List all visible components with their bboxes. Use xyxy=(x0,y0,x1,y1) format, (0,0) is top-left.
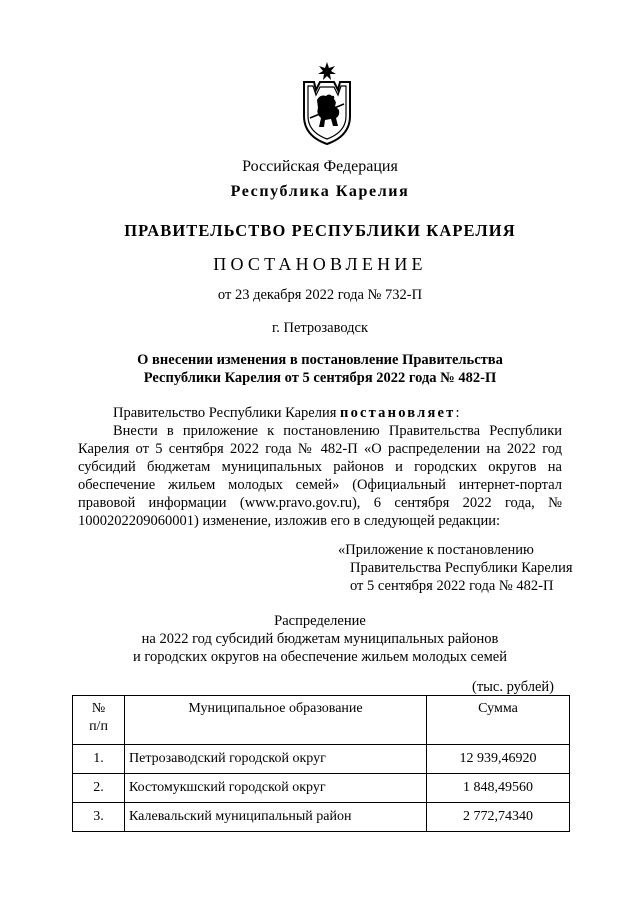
row-number: 2. xyxy=(73,774,125,803)
row-municipality: Костомукшский городской округ xyxy=(125,774,427,803)
header-number-line-1: № xyxy=(91,701,106,716)
appendix-line-1: «Приложение к постановлению xyxy=(338,542,534,558)
appendix-line-2: Правительства Республики Карелия xyxy=(350,560,573,576)
row-sum: 12 939,46920 xyxy=(427,745,570,774)
body-paragraph-2: Внести в приложение к постановлению Правительства Республики Карелия от 5 сентября 2022 года № 482-П «О распределении на 2022 год субсидий бюджетам муниципальных районов и городских округов на обеспечение жильем молодых семей» (Официальный интернет-портал правовой информации (www.pravo.gov.ru), 6 сентября 2022 года, № 1000202209060001) изменение, изложив его в следующей редакции: xyxy=(78,423,562,529)
row-municipality: Калевальский муниципальный район xyxy=(125,803,427,832)
republic-name: Республика Карелия xyxy=(230,183,410,200)
appendix-reference xyxy=(338,541,573,595)
country-name: Российская Федерация xyxy=(242,158,398,175)
appendix-line-3: от 5 сентября 2022 года № 482-П xyxy=(350,578,554,594)
distribution-line-1: Распределение xyxy=(274,613,366,629)
distribution-line-3: и городских округов на обеспечение жильем молодых семей xyxy=(133,649,507,665)
government-title: ПРАВИТЕЛЬСТВО РЕСПУБЛИКИ КАРЕЛИЯ xyxy=(124,221,516,240)
table-row xyxy=(73,745,570,774)
row-sum: 2 772,74340 xyxy=(427,803,570,832)
header-number xyxy=(73,696,125,745)
row-sum: 1 848,49560 xyxy=(427,774,570,803)
body-paragraph-1 xyxy=(78,404,562,422)
table-row xyxy=(73,774,570,803)
header-number-line-2: п/п xyxy=(89,719,108,734)
header-municipality: Муниципальное образование xyxy=(125,696,427,745)
document-date-number: от 23 декабря 2022 года № 732-П xyxy=(217,287,423,303)
table-header-row xyxy=(73,696,570,745)
para1-verb: постановляет xyxy=(340,405,456,421)
distribution-table xyxy=(72,695,570,832)
row-number: 3. xyxy=(73,803,125,832)
table-row xyxy=(73,803,570,832)
para1-lead: Правительство Республики Карелия xyxy=(113,405,341,421)
units-label: (тыс. рублей) xyxy=(472,679,554,695)
distribution-line-2: на 2022 год субсидий бюджетам муниципальных районов xyxy=(141,631,499,647)
document-body xyxy=(78,404,562,530)
row-municipality: Петрозаводский городской округ xyxy=(125,745,427,774)
header-sum: Сумма xyxy=(427,696,570,745)
karelia-coat-of-arms-icon xyxy=(298,60,356,148)
distribution-title xyxy=(0,612,640,666)
document-subject xyxy=(0,351,640,387)
row-number: 1. xyxy=(73,745,125,774)
subject-line-1: О внесении изменения в постановление Правительства xyxy=(137,352,503,368)
document-city: г. Петрозаводск xyxy=(271,320,369,336)
subject-line-2: Республики Карелия от 5 сентября 2022 года № 482-П xyxy=(143,370,497,386)
para1-end: : xyxy=(455,405,460,421)
document-type: ПОСТАНОВЛЕНИЕ xyxy=(213,254,427,274)
